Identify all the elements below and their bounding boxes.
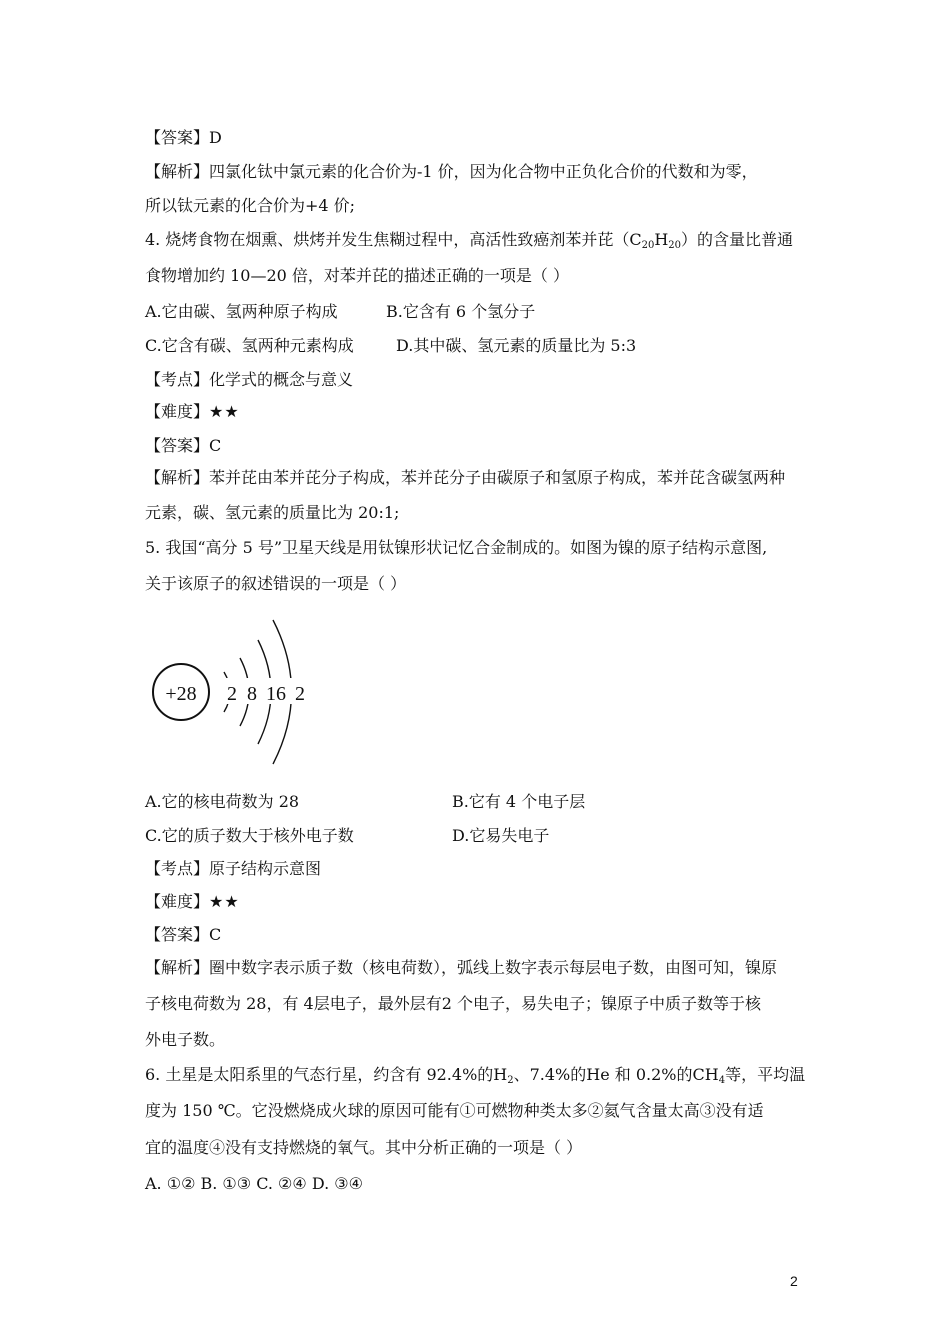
q5-analysis-line-1: 【解析】圈中数字表示质子数（核电荷数），弧线上数字表示每层电子数，由图可知，镍原 [145, 958, 778, 977]
q5-analysis-line-2: 子核电荷数为 28，有 4层电子，最外层有2 个电子，易失电子；镍原子中质子数等于核 [145, 994, 761, 1013]
q5-option-b: B.它有 4 个电子层 [452, 792, 586, 811]
nucleus-charge: +28 [165, 683, 197, 705]
q6-stem-line-2: 度为 150 ℃。它没燃烧成火球的原因可能有①可燃物种类太多②氦气含量太高③没有适 [145, 1101, 764, 1120]
q3-analysis-line-2: 所以钛元素的化合价为+4 价; [145, 196, 356, 215]
q4-option-d: D.其中碳、氢元素的质量比为 5:3 [396, 336, 637, 355]
q4-difficulty: 【难度】★★ [145, 402, 240, 421]
q4-kaodian: 【考点】化学式的概念与意义 [145, 370, 354, 389]
q5-option-c: C.它的质子数大于核外电子数 [145, 826, 354, 845]
q4-option-c: C.它含有碳、氢两种元素构成 [145, 336, 354, 355]
q5-option-d: D.它易失电子 [452, 826, 550, 845]
difficulty-stars: ★★ [209, 892, 240, 911]
q4-analysis-line-2: 元素，碳、氢元素的质量比为 20:1; [145, 503, 400, 522]
page-number: 2 [790, 1273, 798, 1289]
q5-difficulty: 【难度】★★ [145, 892, 240, 911]
shell-1-electrons: 2 [227, 683, 237, 705]
q6-stem-line-1: 6. 土星是太阳系里的气态行星，约含有 92.4%的$H_2$、7.4%的He 和 0.2%的$CH_4$等，平均温 [145, 1065, 806, 1086]
q4-stem-line-1: 4. 烧烤食物在烟熏、烘烤并发生焦糊过程中，高活性致癌剂苯并芘$(C_{20}H_{20})$的含量比普通 [145, 230, 794, 251]
q3-answer: 【答案】D [145, 128, 222, 147]
q5-stem-line-2: 关于该原子的叙述错误的一项是（ ） [145, 574, 407, 593]
q5-answer: 【答案】C [145, 925, 222, 944]
q6-options: A. ①② B. ①③ C. ②④ D. ③④ [145, 1174, 363, 1193]
q5-stem-line-1: 5. 我国“高分 5 号”卫星天线是用钛镍形状记忆合金制成的。如图为镍的原子结构示意图, [145, 538, 768, 557]
q6-stem-line-3: 宜的温度④没有支持燃烧的氧气。其中分析正确的一项是（ ） [145, 1138, 583, 1157]
q4-answer: 【答案】C [145, 436, 222, 455]
nickel-atom-structure-diagram [140, 610, 340, 770]
q4-analysis-line-1: 【解析】苯并芘由苯并芘分子构成，苯并芘分子由碳原子和氢原子构成，苯并芘含碳氢两种 [145, 468, 786, 487]
q4-stem-line-2: 食物增加约 10—20 倍，对苯并芘的描述正确的一项是（ ） [145, 266, 569, 285]
q4-option-a: A.它由碳、氢两种原子构成 [145, 302, 338, 321]
shell-3-electrons: 16 [266, 683, 286, 705]
q5-kaodian: 【考点】原子结构示意图 [145, 859, 322, 878]
q5-analysis-line-3: 外电子数。 [145, 1030, 226, 1049]
q5-option-a: A.它的核电荷数为 28 [145, 792, 300, 811]
difficulty-stars: ★★ [209, 402, 240, 421]
shell-4-electrons: 2 [295, 683, 305, 705]
q3-analysis-line-1: 【解析】四氯化钛中氯元素的化合价为-1 价，因为化合物中正负化合价的代数和为零， [145, 162, 758, 181]
shell-2-electrons: 8 [247, 683, 257, 705]
q4-option-b: B.它含有 6 个氢分子 [386, 302, 536, 321]
